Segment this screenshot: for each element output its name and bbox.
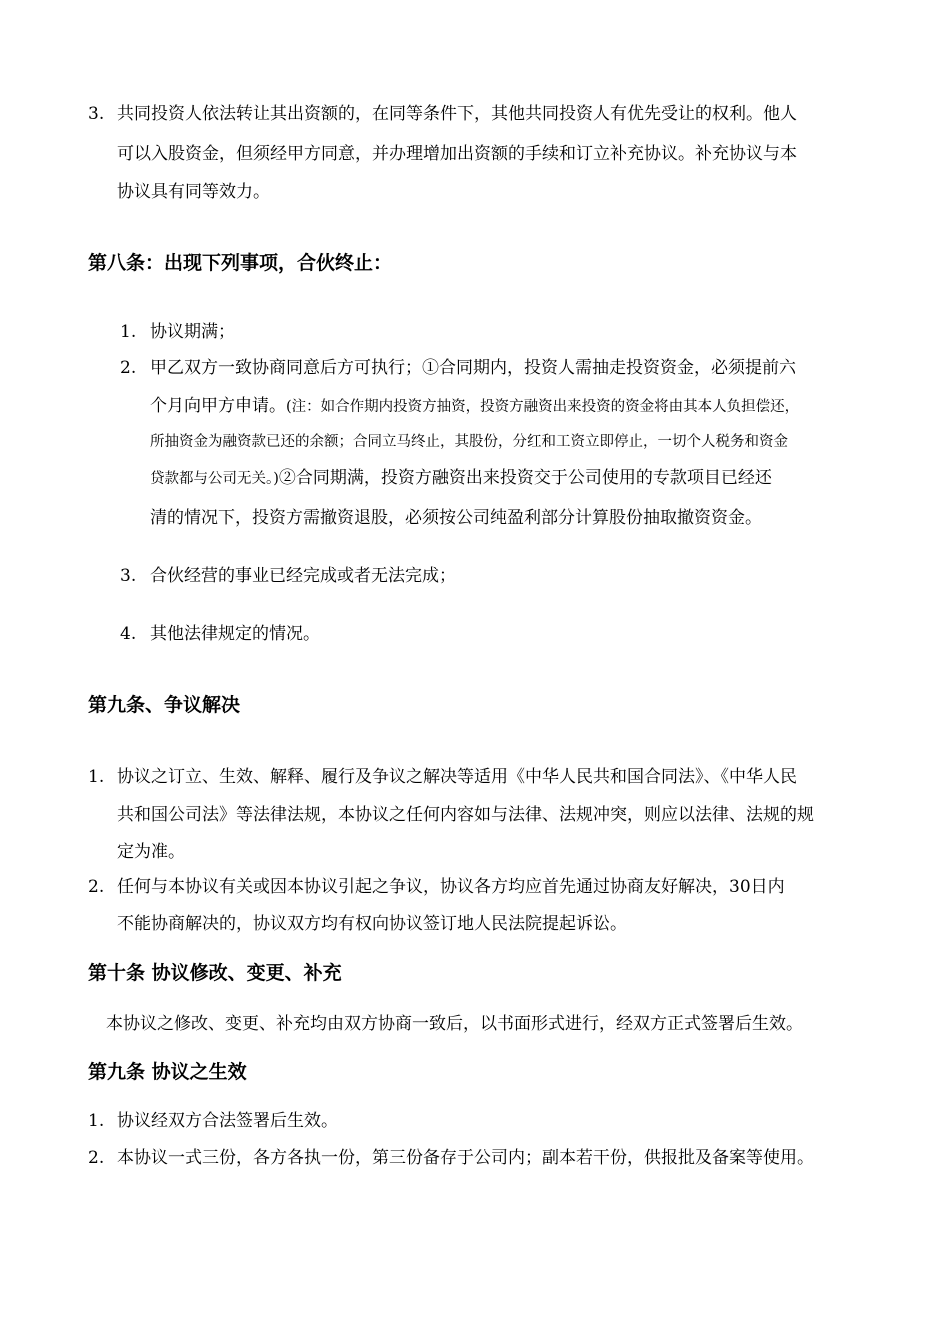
list-number: 2.: [88, 1148, 105, 1168]
note-text: (注：如合作期内投资方抽资，投资方融资出来投资的资金将由其本人负担偿还，: [286, 399, 800, 415]
note-line: 所抽资金为融资款已还的余额；合同立马终止，其股份，分红和工资立即停止，一切个人税务和资金: [150, 434, 788, 450]
list-item-text: 协议经双方合法签署后生效。: [117, 1111, 338, 1131]
paragraph-line: 协议之订立、生效、解释、履行及争议之解决等适用《中华人民共和国合同法》、《中华人民: [117, 767, 797, 787]
list-number: 2.: [88, 877, 105, 897]
paragraph-line: 协议具有同等效力。: [117, 182, 270, 202]
list-item-text: 合伙经营的事业已经完成或者无法完成；: [150, 566, 456, 586]
section-heading: 第九条、争议解决: [88, 694, 241, 716]
paragraph-line: 共和国公司法》等法律法规，本协议之任何内容如与法律、法规冲突，则应以法律、法规的规: [117, 805, 814, 825]
list-item-text: 本协议一式三份，各方各执一份，第三份备存于公司内；副本若干份，供报批及备案等使用。: [117, 1148, 814, 1168]
paragraph-line: 定为准。: [117, 842, 185, 862]
list-number: 1.: [88, 767, 105, 787]
list-number: 3.: [120, 566, 137, 586]
paragraph-line: 共同投资人依法转让其出资额的，在同等条件下，其他共同投资人有优先受让的权利。他人: [117, 104, 797, 124]
paragraph-line: 本协议之修改、变更、补充均由双方协商一致后，以书面形式进行，经双方正式签署后生效。: [106, 1014, 803, 1034]
paragraph-line: 不能协商解决的，协议双方均有权向协议签订地人民法院提起诉讼。: [117, 914, 627, 934]
section-heading: 第八条：出现下列事项，合伙终止：: [88, 252, 393, 274]
list-number: 2.: [120, 358, 137, 378]
paragraph-text: 个月向甲方申请。: [150, 396, 286, 416]
section-heading: 第九条 协议之生效: [88, 1061, 247, 1083]
paragraph-text: ②合同期满，投资方融资出来投资交于公司使用的专款项目已经还: [278, 468, 772, 488]
list-number: 1.: [88, 1111, 105, 1131]
paragraph-line: 清的情况下，投资方需撤资退股，必须按公司纯盈利部分计算股份抽取撤资资金。: [150, 508, 762, 528]
note-text: 贷款都与公司无关。): [150, 471, 279, 487]
paragraph-line: 任何与本协议有关或因本协议引起之争议，协议各方均应首先通过协商友好解决，30日内: [117, 877, 785, 897]
list-item-text: 协议期满；: [150, 322, 235, 342]
paragraph-line: 可以入股资金，但须经甲方同意，并办理增加出资额的手续和订立补充协议。补充协议与本: [117, 144, 797, 164]
paragraph-line: 甲乙双方一致协商同意后方可执行；①合同期内，投资人需抽走投资资金，必须提前六: [150, 358, 796, 378]
paragraph-line: [150, 466, 772, 491]
paragraph-line: [150, 394, 799, 419]
list-number: 3.: [88, 104, 105, 124]
list-item-text: 其他法律规定的情况。: [150, 624, 320, 644]
list-number: 1.: [120, 322, 137, 342]
list-number: 4.: [120, 624, 137, 644]
section-heading: 第十条 协议修改、变更、补充: [88, 962, 342, 984]
